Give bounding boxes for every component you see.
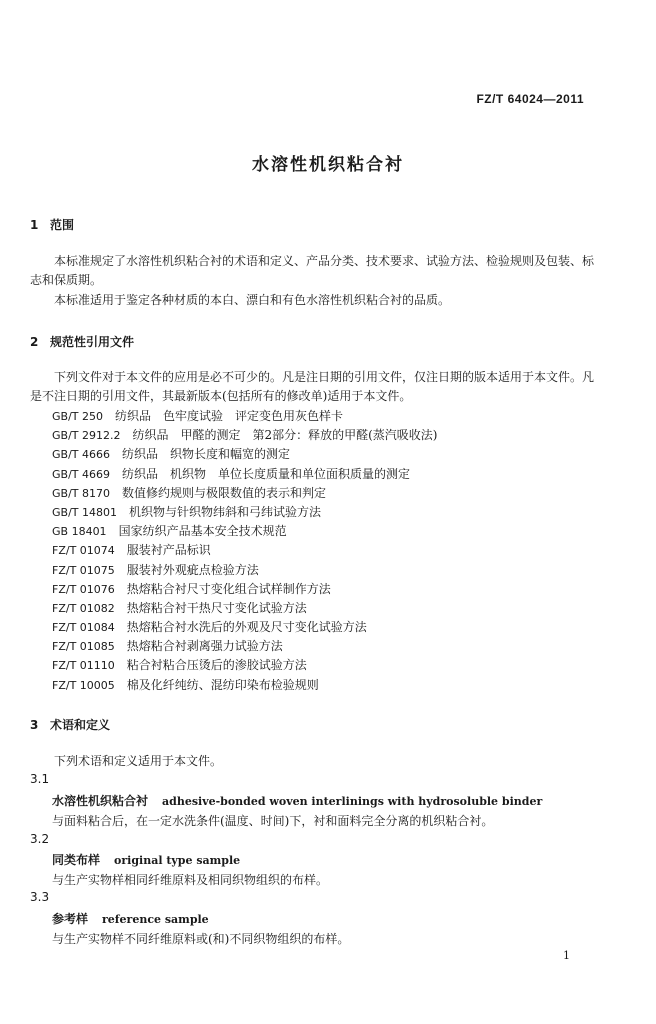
reference-code: FZ/T 01074 xyxy=(52,544,115,558)
term-entry xyxy=(52,792,542,809)
reference-code: GB/T 14801 xyxy=(52,505,117,519)
term-definition: 与面料粘合后，在一定水洗条件(温度、时间)下，衬和面料完全分离的机织粘合衬。 xyxy=(52,814,494,828)
page-title: 水溶性机织粘合衬 xyxy=(252,155,404,175)
reference-code: FZ/T 01075 xyxy=(52,563,115,577)
reference-item xyxy=(52,484,438,503)
reference-item xyxy=(52,618,438,637)
reference-code: FZ/T 01110 xyxy=(52,659,115,673)
references-intro: 下列文件对于本文件的应用是必不可少的。凡是注日期的引用文件，仅注日期的版本适用于本文件。凡是不注日期的引用文件，其最新版本(包括所有的修改单)适用于本文件。 xyxy=(30,370,595,403)
term-english: adhesive-bonded woven interlinings with hydrosoluble binder xyxy=(162,795,543,808)
section-title: 规范性引用文件 xyxy=(50,335,135,349)
section-1-heading xyxy=(30,216,74,233)
reference-code: FZ/T 10005 xyxy=(52,678,115,692)
term-english: original type sample xyxy=(114,854,241,867)
reference-item xyxy=(52,637,438,656)
section-title: 范围 xyxy=(50,218,75,232)
term-entry xyxy=(52,851,240,868)
term-entry xyxy=(52,910,209,927)
reference-title: 热熔粘合衬干热尺寸变化试验方法 xyxy=(126,600,307,615)
reference-title: 机织物与针织物纬斜和弓纬试验方法 xyxy=(129,504,322,519)
reference-title: 棉及化纤纯纺、混纺印染布检验规则 xyxy=(126,677,319,692)
reference-item xyxy=(52,580,438,599)
reference-item xyxy=(52,656,438,675)
reference-item xyxy=(52,426,438,445)
reference-title: 国家纺织产品基本安全技术规范 xyxy=(118,524,287,539)
reference-code: GB/T 4669 xyxy=(52,467,110,481)
term-chinese: 参考样 xyxy=(52,912,89,926)
term-chinese: 同类布样 xyxy=(52,853,101,867)
section-number: 2 xyxy=(30,335,39,349)
reference-title: 热熔粘合衬水洗后的外观及尺寸变化试验方法 xyxy=(126,620,367,635)
reference-item xyxy=(52,503,438,522)
scope-paragraph-1: 本标准规定了水溶性机织粘合衬的术语和定义、产品分类、技术要求、试验方法、检验规则及包装、标志和保质期。 xyxy=(30,254,595,287)
clause-number: 3.1 xyxy=(30,772,50,786)
term-english: reference sample xyxy=(102,913,209,926)
term-definition: 与生产实物样相同纤维原料及相同织物组织的布样。 xyxy=(52,873,329,887)
reference-item xyxy=(52,541,438,560)
section-number: 1 xyxy=(30,218,39,232)
reference-code: GB/T 250 xyxy=(52,410,103,423)
reference-item xyxy=(52,599,438,618)
clause-number: 3.3 xyxy=(30,890,50,904)
reference-title: 粘合衬粘合压烫后的渗胶试验方法 xyxy=(126,658,307,673)
reference-code: GB/T 4666 xyxy=(52,448,110,462)
term-chinese: 水溶性机织粘合衬 xyxy=(52,794,149,808)
reference-item xyxy=(52,445,438,464)
normative-references-list xyxy=(52,407,438,695)
reference-title: 纺织品 机织物 单位长度质量和单位面积质量的测定 xyxy=(122,466,411,481)
reference-item xyxy=(52,561,438,580)
reference-title: 服装衬外观疵点检验方法 xyxy=(126,562,259,577)
page-number: 1 xyxy=(563,949,570,962)
standard-code: FZ/T 64024—2011 xyxy=(476,92,584,106)
reference-title: 数值修约规则与极限数值的表示和判定 xyxy=(122,485,327,500)
reference-item xyxy=(52,522,438,541)
reference-code: FZ/T 01084 xyxy=(52,621,115,635)
reference-title: 纺织品 色牢度试验 评定变色用灰色样卡 xyxy=(115,409,344,423)
terms-intro: 下列术语和定义适用于本文件。 xyxy=(54,754,223,768)
reference-title: 热熔粘合衬剥离强力试验方法 xyxy=(126,639,283,654)
section-title: 术语和定义 xyxy=(50,718,111,732)
reference-code: FZ/T 01076 xyxy=(52,582,115,596)
reference-title: 热熔粘合衬尺寸变化组合试样制作方法 xyxy=(126,581,331,596)
reference-code: FZ/T 01082 xyxy=(52,601,115,615)
reference-item xyxy=(52,676,438,695)
reference-title: 纺织品 甲醛的测定 第2部分：释放的甲醛(蒸汽吸收法) xyxy=(132,428,438,443)
reference-code: GB/T 2912.2 xyxy=(52,429,121,443)
reference-title: 服装衬产品标识 xyxy=(126,543,211,558)
section-2-heading xyxy=(30,333,134,350)
section-number: 3 xyxy=(30,718,39,732)
term-definition: 与生产实物样不同纤维原料或(和)不同织物组织的布样。 xyxy=(52,932,350,946)
reference-code: FZ/T 01085 xyxy=(52,640,115,654)
reference-item xyxy=(52,407,438,426)
reference-title: 纺织品 织物长度和幅宽的测定 xyxy=(122,447,291,462)
section-3-heading xyxy=(30,716,110,733)
reference-code: GB 18401 xyxy=(52,525,107,539)
clause-number: 3.2 xyxy=(30,832,50,846)
reference-item xyxy=(52,465,438,484)
scope-paragraph-2: 本标准适用于鉴定各种材质的本白、漂白和有色水溶性机织粘合衬的品质。 xyxy=(54,293,451,307)
reference-code: GB/T 8170 xyxy=(52,486,110,500)
